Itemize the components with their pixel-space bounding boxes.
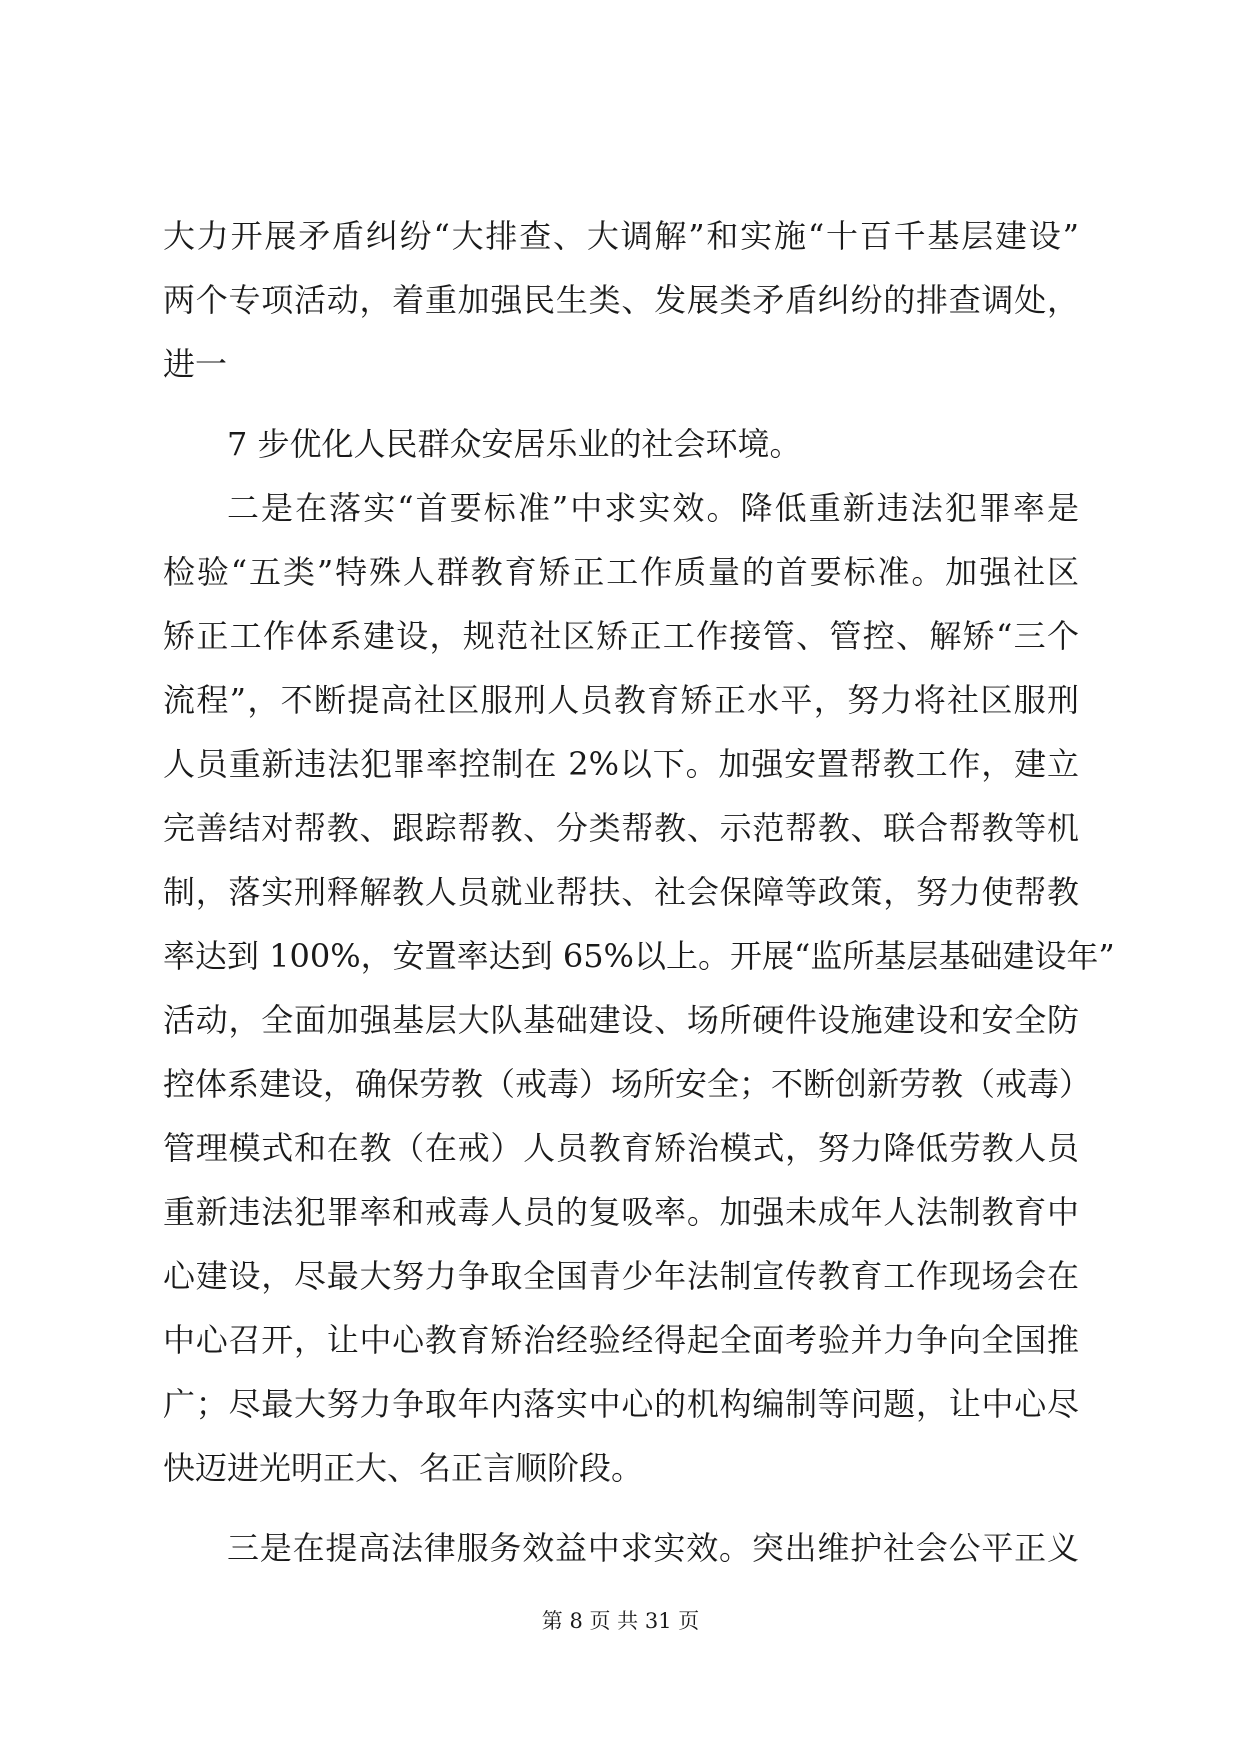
text-line: 控体系建设，确保劳教（戒毒）场所安全；不断创新劳教（戒毒） [163,1065,1092,1103]
paragraph-first-line: 7 步优化人民群众安居乐业的社会环境。 [227,425,802,463]
text-line: 矫正工作体系建设，规范社区矫正工作接管、管控、解矫“三个 [163,617,1079,655]
text-line: 中心召开，让中心教育矫治经验经得起全面考验并力争向全国推 [163,1321,1079,1359]
paragraph-first-line: 三是在提高法律服务效益中求实效。突出维护社会公平正义 [227,1529,1079,1567]
text-line: 两个专项活动，着重加强民生类、发展类矛盾纠纷的排查调处， [163,281,1079,319]
paragraph-first-line: 二是在落实“首要标准”中求实效。降低重新违法犯罪率是 [227,489,1079,527]
text-line: 率达到 100%，安置率达到 65%以上。开展“监所基层基础建设年” [163,937,1115,975]
text-line: 广；尽最大努力争取年内落实中心的机构编制等问题，让中心尽 [163,1385,1079,1423]
page-footer: 第 8 页 共 31 页 [541,1609,700,1633]
text-line: 流程”，不断提高社区服刑人员教育矫正水平，努力将社区服刑 [163,681,1079,719]
body-text [163,204,1115,1580]
text-line: 大力开展矛盾纠纷“大排查、大调解”和实施“十百千基层建设” [163,217,1079,255]
text-line: 重新违法犯罪率和戒毒人员的复吸率。加强未成年人法制教育中 [163,1193,1079,1231]
text-line: 制，落实刑释解教人员就业帮扶、社会保障等政策，努力使帮教 [163,873,1079,911]
text-line: 快迈进光明正大、名正言顺阶段。 [163,1449,644,1487]
text-line: 检验“五类”特殊人群教育矫正工作质量的首要标准。加强社区 [163,553,1079,591]
text-line: 管理模式和在教（在戒）人员教育矫治模式，努力降低劳教人员 [163,1129,1079,1167]
text-line: 人员重新违法犯罪率控制在 2%以下。加强安置帮教工作，建立 [163,745,1079,783]
text-line: 活动，全面加强基层大队基础建设、场所硬件设施建设和安全防 [163,1001,1079,1039]
text-line: 进一 [163,345,228,383]
text-line: 完善结对帮教、跟踪帮教、分类帮教、示范帮教、联合帮教等机 [163,809,1079,847]
text-line: 心建设，尽最大努力争取全国青少年法制宣传教育工作现场会在 [163,1257,1079,1295]
